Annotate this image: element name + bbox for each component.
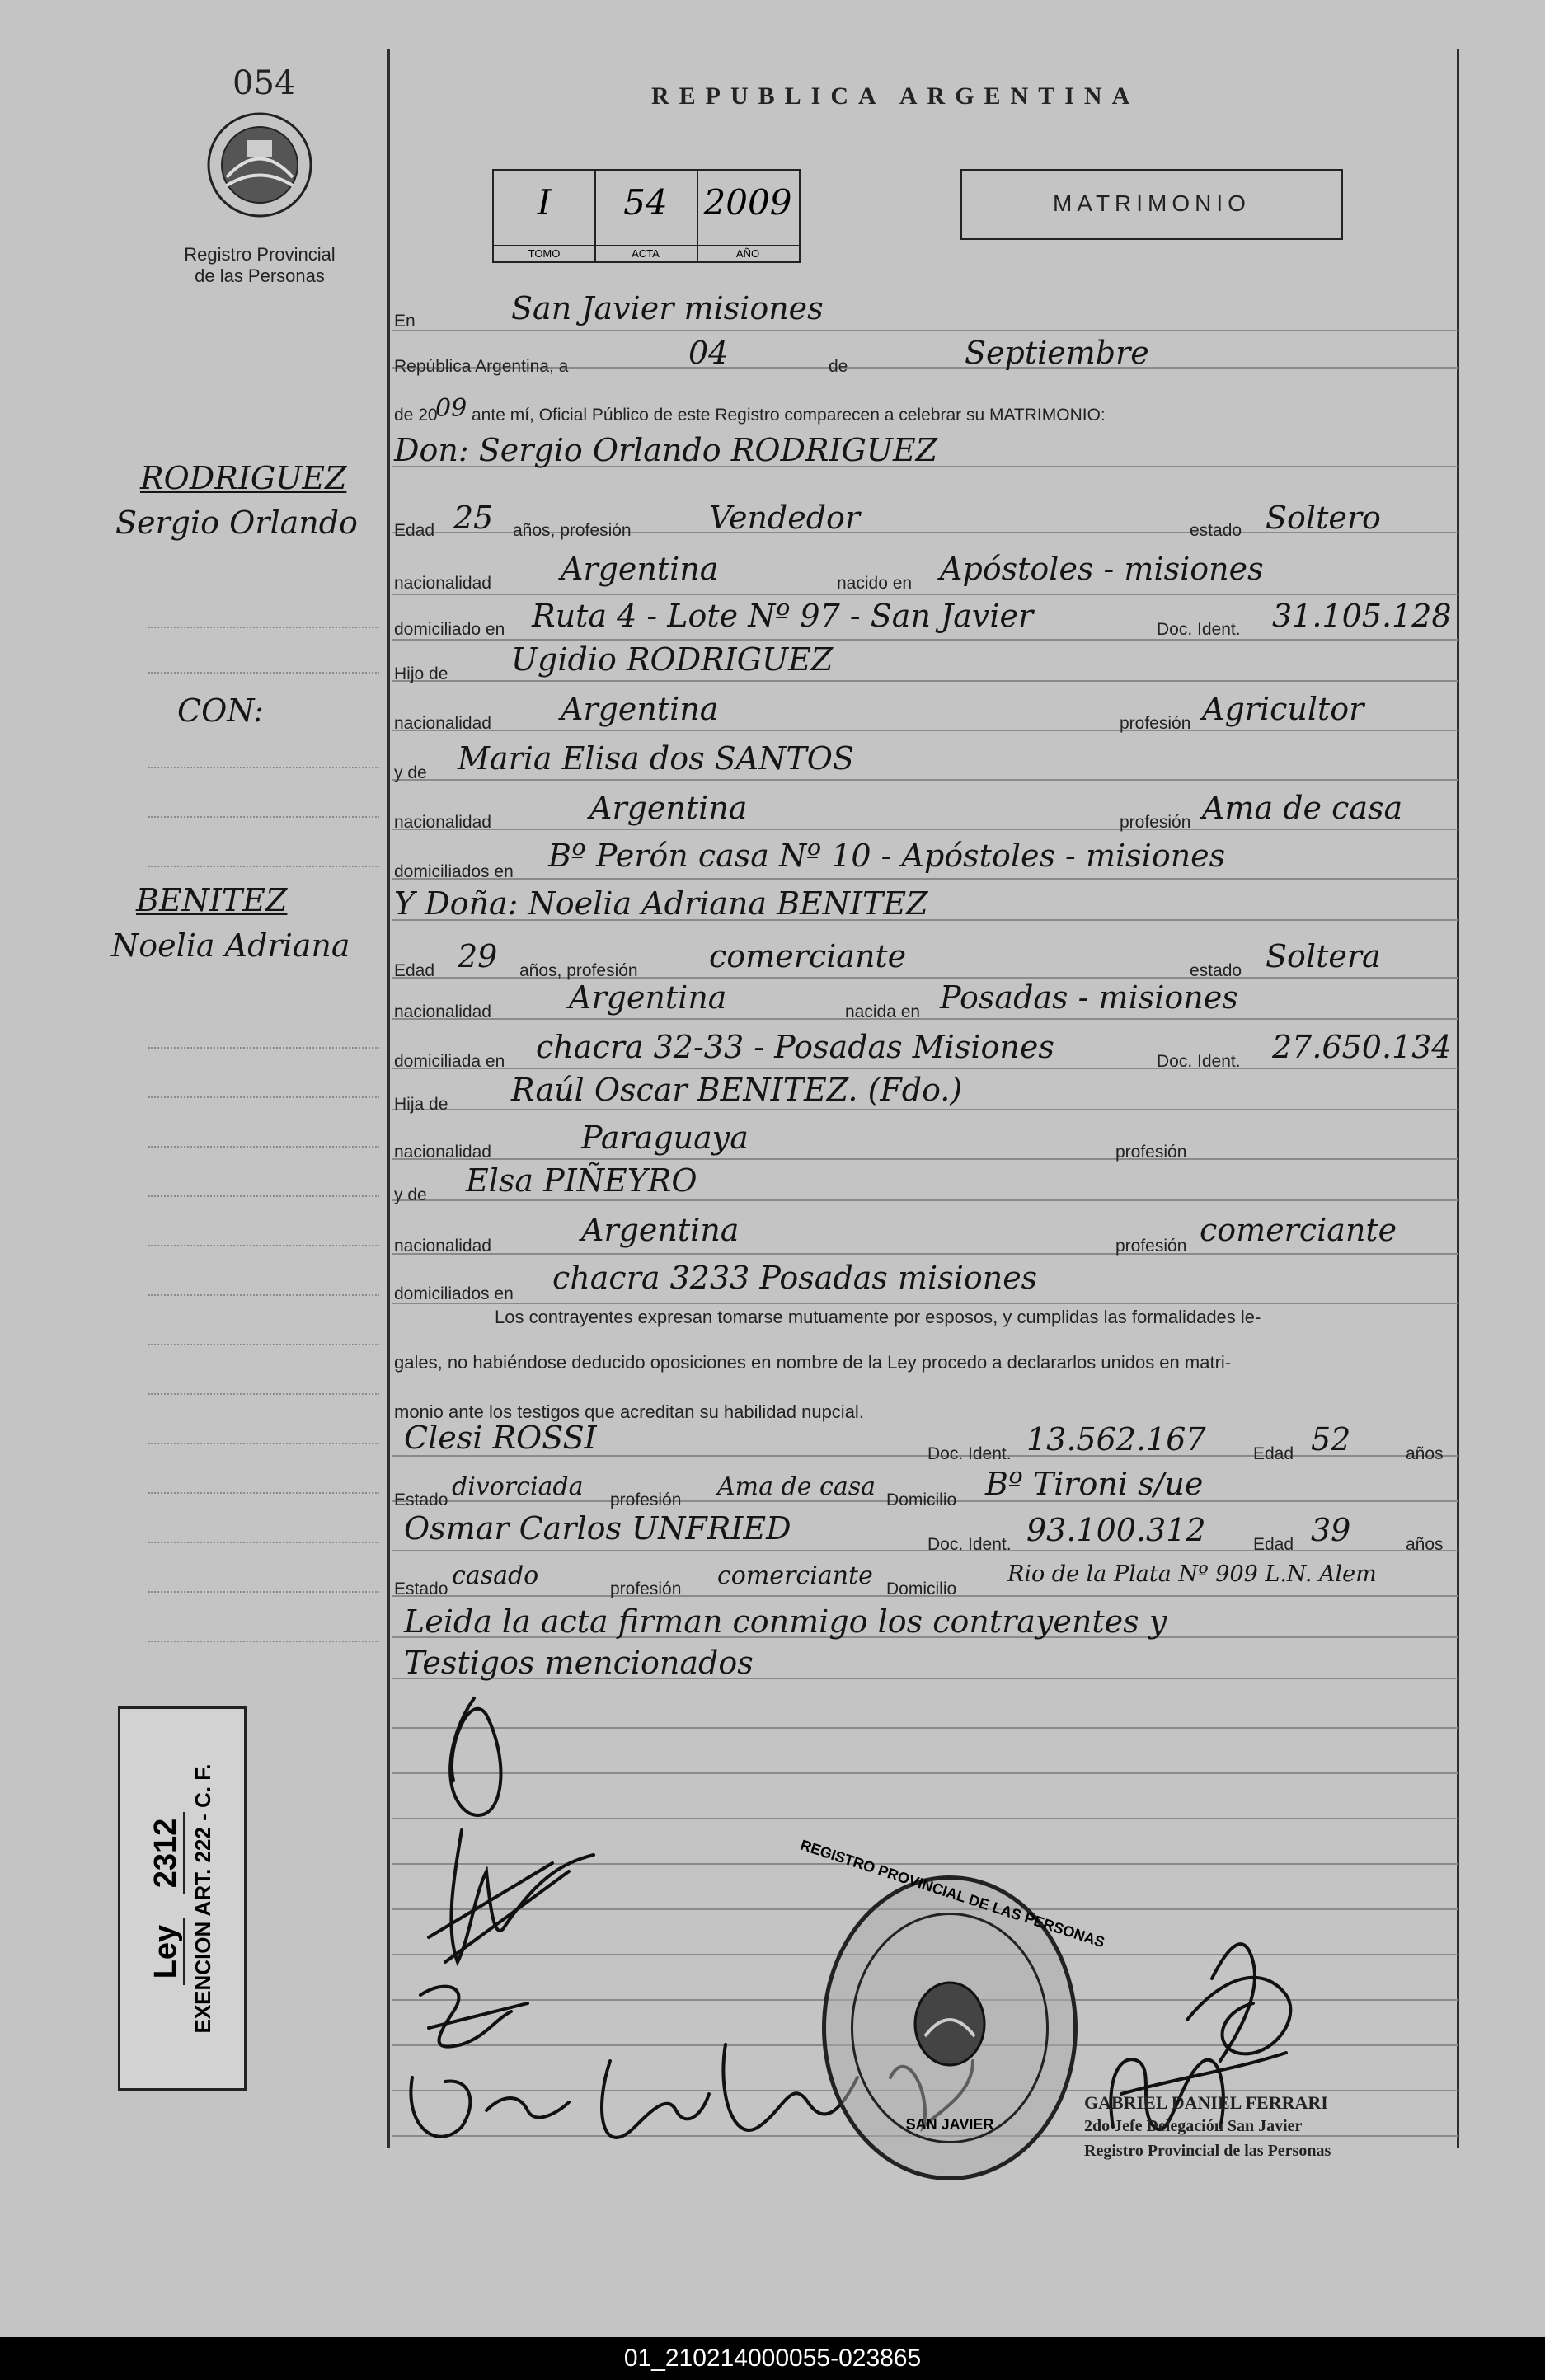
witness-1-prof-label: profesión xyxy=(610,1490,682,1509)
groom-hijo-label: Hijo de xyxy=(394,664,448,683)
acta-cell xyxy=(594,171,698,261)
seal-ring-text: REGISTRO PROVINCIAL DE LAS PERSONAS xyxy=(798,1836,1107,1951)
year-suffix: 09 xyxy=(435,394,467,423)
ruled-line xyxy=(392,878,1458,880)
ruled-line xyxy=(392,730,1458,731)
province-crest-icon xyxy=(202,107,317,223)
bride-doc-label: Doc. Ident. xyxy=(1157,1052,1241,1071)
margin-rule xyxy=(148,1443,379,1444)
ley-number: 2312 xyxy=(148,1812,185,1895)
witness-2-doc-label: Doc. Ident. xyxy=(927,1535,1012,1554)
bride-father-nat: Paraguaya xyxy=(581,1120,749,1156)
ano-cell xyxy=(697,171,799,261)
place-value: San Javier misiones xyxy=(511,290,824,326)
groom-mother-nat-label: nacionalidad xyxy=(394,813,491,832)
bride-edad-label: Edad xyxy=(394,961,435,980)
day-value: 04 xyxy=(688,335,729,371)
witness-2-anos: años xyxy=(1406,1535,1444,1554)
ruled-line xyxy=(392,330,1458,331)
closing-line-1: Leida la acta firman conmigo los contrayentes y xyxy=(404,1603,1167,1640)
groom-mother-prof-label: profesión xyxy=(1120,813,1191,832)
groom-line: Don: Sergio Orlando RODRIGUEZ xyxy=(394,432,938,468)
bride-birthplace: Posadas - misiones xyxy=(940,979,1238,1016)
witness-2-estado: casado xyxy=(452,1561,539,1590)
bride-mother: Elsa PIÑEYRO xyxy=(466,1162,697,1199)
groom-domiciliado-label: domiciliado en xyxy=(394,620,505,639)
bride-estado: Soltera xyxy=(1266,938,1381,974)
ruled-line xyxy=(392,1068,1458,1069)
month-value: Septiembre xyxy=(965,335,1149,371)
margin-rule xyxy=(148,627,379,628)
groom-mother: Maria Elisa dos SANTOS xyxy=(458,740,854,777)
witness-2-prof-label: profesión xyxy=(610,1580,682,1598)
witness-1-dom-label: Domicilio xyxy=(886,1490,957,1509)
witness-2-estado-label: Estado xyxy=(394,1580,448,1598)
record-type-box xyxy=(960,169,1343,240)
declaration-line-2: gales, no habiéndose deducido oposiciones en nombre de la Ley procedo a declararlos unidos en matri- xyxy=(394,1352,1232,1373)
witness-1-estado-label: Estado xyxy=(394,1490,448,1509)
bride-anos-profesion: años, profesión xyxy=(519,961,638,980)
groom-doc: 31.105.128 xyxy=(1272,598,1452,634)
groom-father: Ugidio RODRIGUEZ xyxy=(511,641,834,678)
witness-1-edad-label: Edad xyxy=(1253,1444,1294,1463)
groom-father-prof-label: profesión xyxy=(1120,714,1191,733)
acta-label: ACTA xyxy=(594,245,697,261)
groom-father-nat: Argentina xyxy=(561,691,719,727)
ruled-line xyxy=(392,639,1458,641)
bride-doc: 27.650.134 xyxy=(1272,1029,1452,1065)
margin-rule xyxy=(148,1542,379,1543)
ruled-line xyxy=(392,1109,1458,1110)
witness-2-edad-label: Edad xyxy=(1253,1535,1294,1554)
witness-1-doc: 13.562.167 xyxy=(1026,1421,1206,1458)
margin-rule xyxy=(148,1393,379,1395)
margin-rule xyxy=(148,1096,379,1098)
margin-rule xyxy=(148,1591,379,1593)
year-prefix: de 20 xyxy=(394,406,438,425)
de-label: de xyxy=(829,357,848,376)
seal-crest-icon xyxy=(909,1979,991,2069)
registry-seal xyxy=(798,1836,1107,2180)
record-type-label: MATRIMONIO xyxy=(1053,190,1251,216)
tomo-value: I xyxy=(537,182,552,223)
declaration-line-3: monio ante los testigos que acreditan su habilidad nupcial. xyxy=(394,1401,864,1422)
ano-label: AÑO xyxy=(697,245,799,261)
groom-mother-prof: Ama de casa xyxy=(1202,790,1403,826)
groom-profession: Vendedor xyxy=(709,500,861,536)
bride-nacida-label: nacida en xyxy=(845,1002,921,1021)
republica-label: República Argentina, a xyxy=(394,357,569,376)
en-label: En xyxy=(394,312,416,331)
witness-2-domicile: Rio de la Plata Nº 909 L.N. Alem xyxy=(1007,1561,1377,1587)
witness-2-dom-label: Domicilio xyxy=(886,1580,957,1598)
ruled-line xyxy=(392,1253,1458,1255)
bride-father-prof-label: profesión xyxy=(1115,1143,1187,1162)
left-margin-line xyxy=(387,49,390,2148)
margin-rule xyxy=(148,1294,379,1296)
margin-rule xyxy=(148,816,379,818)
groom-age: 25 xyxy=(453,500,494,536)
ruled-line xyxy=(392,829,1458,830)
bride-hija-label: Hija de xyxy=(394,1095,448,1114)
ley-stamp-inner xyxy=(148,1717,216,2080)
ruled-line xyxy=(392,1303,1458,1304)
bride-domiciliada-label: domiciliada en xyxy=(394,1052,505,1071)
witness-1-estado: divorciada xyxy=(452,1472,584,1501)
intro-text: ante mí, Oficial Público de este Registro comparecen a celebrar su MATRIMONIO: xyxy=(472,406,1106,425)
groom-mother-nat: Argentina xyxy=(589,790,748,826)
bride-mother-prof: comerciante xyxy=(1200,1212,1397,1248)
witness-1-profession: Ama de casa xyxy=(717,1472,876,1501)
bride-parents-dom-label: domiciliados en xyxy=(394,1284,514,1303)
margin-rule xyxy=(148,672,379,674)
bride-mother-nat-label: nacionalidad xyxy=(394,1237,491,1256)
groom-anos-profesion: años, profesión xyxy=(513,521,632,540)
witness-2-profession: comerciante xyxy=(717,1561,873,1590)
bride-nationality: Argentina xyxy=(569,979,727,1016)
ley-exencion: EXENCION ART. 222 - C. F. xyxy=(190,1763,215,2034)
groom-estado-label: estado xyxy=(1190,521,1242,540)
margin-rule xyxy=(148,866,379,867)
groom-nacido-label: nacido en xyxy=(837,574,913,593)
margin-rule xyxy=(148,1344,379,1345)
groom-doc-label: Doc. Ident. xyxy=(1157,620,1241,639)
witness-1-name: Clesi ROSSI xyxy=(404,1420,597,1456)
margin-rule xyxy=(148,767,379,768)
groom-yde-label: y de xyxy=(394,763,427,782)
margin-rule xyxy=(148,1195,379,1197)
file-id-footer: 01_210214000055-023865 xyxy=(0,2337,1545,2380)
groom-address: Ruta 4 - Lote Nº 97 - San Javier xyxy=(532,598,1034,634)
margin-bride-names: Noelia Adriana xyxy=(111,927,350,964)
ruled-line xyxy=(392,1158,1458,1160)
groom-parents-dom: Bº Perón casa Nº 10 - Apóstoles - misiones xyxy=(548,838,1226,874)
groom-estado: Soltero xyxy=(1266,500,1381,536)
groom-father-prof: Agricultor xyxy=(1202,691,1364,727)
right-margin-line xyxy=(1457,49,1459,2148)
record-id-box xyxy=(492,169,801,263)
bride-yde-label: y de xyxy=(394,1185,427,1204)
margin-groom-surname: RODRIGUEZ xyxy=(140,460,347,496)
witness-1-doc-label: Doc. Ident. xyxy=(927,1444,1012,1463)
official-name: GABRIEL DANIEL FERRARI xyxy=(1084,2092,1328,2113)
bride-father: Raúl Oscar BENITEZ. (Fdo.) xyxy=(511,1072,963,1108)
groom-father-nat-label: nacionalidad xyxy=(394,714,491,733)
bride-profession: comerciante xyxy=(709,938,907,974)
ley-stamp xyxy=(118,1706,247,2091)
witness-2-age: 39 xyxy=(1311,1512,1351,1548)
tomo-label: TOMO xyxy=(494,245,594,261)
bride-age: 29 xyxy=(458,938,498,974)
registry-office-label: Registro Provincial de las Personas xyxy=(184,244,336,286)
bride-father-nat-label: nacionalidad xyxy=(394,1143,491,1162)
groom-nacionalidad-label: nacionalidad xyxy=(394,574,491,593)
bride-line: Y Doña: Noelia Adriana BENITEZ xyxy=(394,885,928,922)
official-office: Registro Provincial de las Personas xyxy=(1084,2142,1331,2160)
ley-stamp-title-row xyxy=(148,1717,184,2080)
ruled-line xyxy=(392,779,1458,781)
witness-1-age: 52 xyxy=(1311,1421,1351,1458)
bride-address: chacra 32-33 - Posadas Misiones xyxy=(536,1029,1054,1065)
margin-rule xyxy=(148,1492,379,1494)
ano-value: 2009 xyxy=(703,182,792,223)
margin-bride-surname: BENITEZ xyxy=(136,882,288,918)
ley-label: Ley xyxy=(148,1918,185,1985)
ruled-line xyxy=(392,1018,1458,1020)
ruled-line xyxy=(392,1550,1458,1551)
margin-rule xyxy=(148,1146,379,1148)
republic-title: REPUBLICA ARGENTINA xyxy=(651,82,1140,110)
groom-birthplace: Apóstoles - misiones xyxy=(940,551,1264,587)
margin-rule xyxy=(148,1245,379,1246)
bride-parents-dom: chacra 3233 Posadas misiones xyxy=(552,1260,1038,1296)
official-title: 2do Jefe Delegación San Javier xyxy=(1084,2117,1303,2135)
groom-edad-label: Edad xyxy=(394,521,435,540)
corner-number: 054 xyxy=(232,64,296,102)
margin-con: CON: xyxy=(177,692,264,729)
declaration-line-1: Los contrayentes expresan tomarse mutuamente por esposos, y cumplidas las formalidades le- xyxy=(495,1307,1261,1327)
margin-rule xyxy=(148,1047,379,1049)
margin-groom-names: Sergio Orlando xyxy=(115,505,358,541)
bride-mother-nat: Argentina xyxy=(581,1212,740,1248)
tomo-cell xyxy=(494,171,596,261)
groom-parents-dom-label: domiciliados en xyxy=(394,862,514,881)
acta-value: 54 xyxy=(623,182,668,223)
groom-nationality: Argentina xyxy=(561,551,719,587)
witness-2-doc: 93.100.312 xyxy=(1026,1512,1206,1548)
closing-line-2: Testigos mencionados xyxy=(404,1645,754,1681)
ruled-line xyxy=(392,680,1458,682)
bride-estado-label: estado xyxy=(1190,961,1242,980)
witness-2-name: Osmar Carlos UNFRIED xyxy=(404,1510,791,1547)
bride-mother-prof-label: profesión xyxy=(1115,1237,1187,1256)
ruled-line xyxy=(392,1199,1458,1201)
seal-inner-text: SAN JAVIER xyxy=(905,2116,994,2133)
witness-1-anos: años xyxy=(1406,1444,1444,1463)
bride-nacionalidad-label: nacionalidad xyxy=(394,1002,491,1021)
witness-1-domicile: Bº Tironi s/ue xyxy=(985,1466,1204,1502)
ruled-line xyxy=(392,594,1458,595)
margin-rule xyxy=(148,1641,379,1642)
